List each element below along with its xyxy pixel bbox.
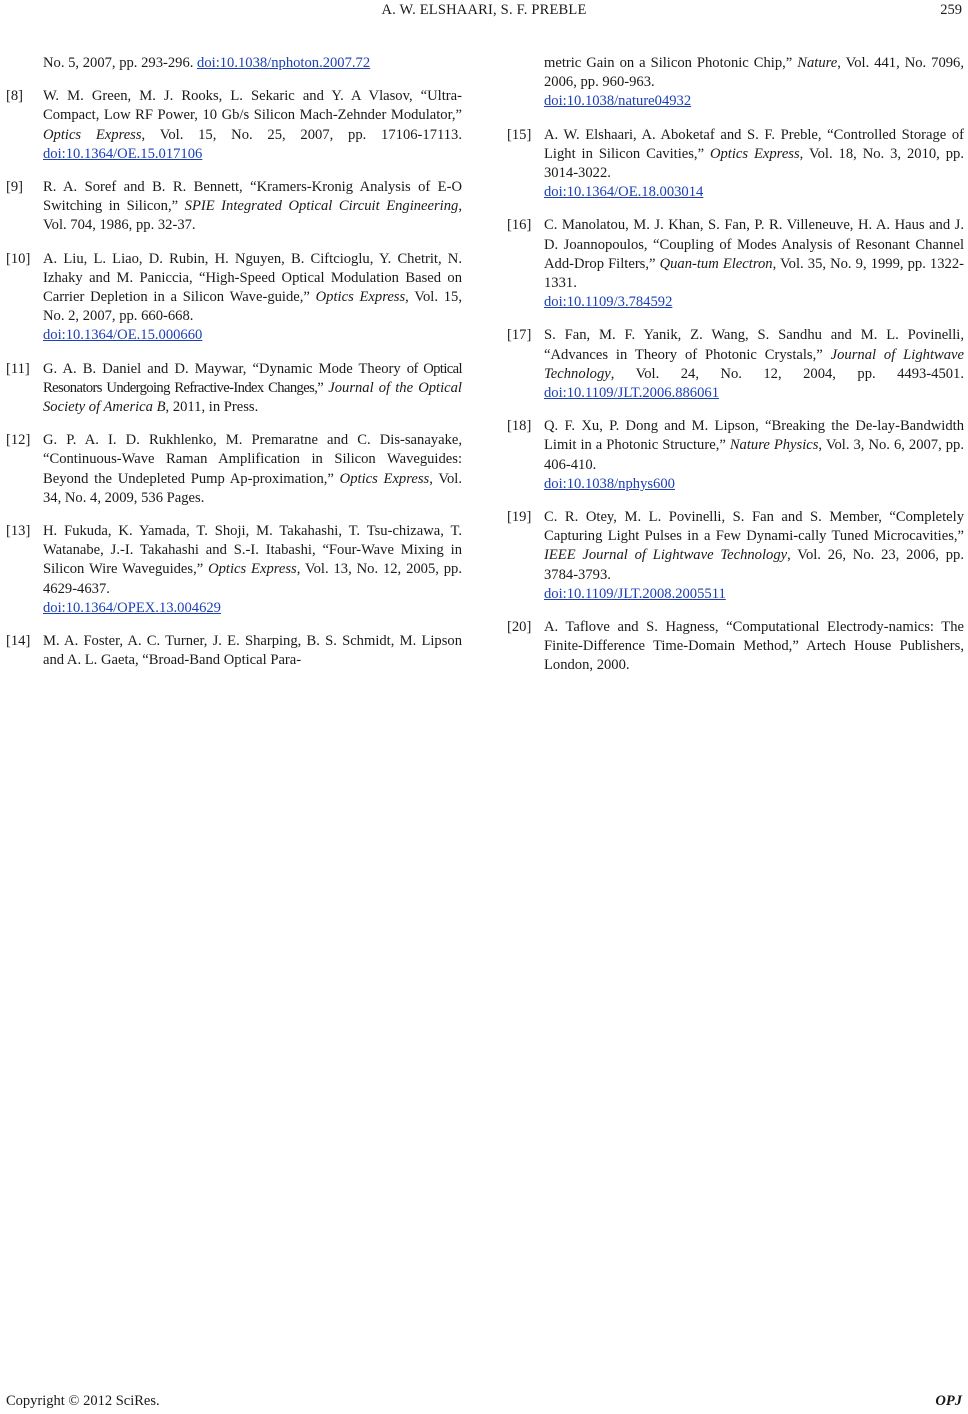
reference-number: [16] [507, 217, 532, 234]
reference-text: , Vol. 704, 1986, pp. 32-37. [43, 198, 462, 234]
reference-number: [18] [507, 418, 532, 435]
reference-text: of Optical Resonators Undergoing Refractive-Index Changes,” [43, 360, 462, 396]
reference-text: , Vol. 26, No. 23, 2006, pp. 3784-3793. [544, 547, 964, 583]
reference-text: , Vol. 18, No. 3, 2010, pp. 3014-3022. [544, 145, 964, 182]
reference-text: A. Liu, L. Liao, D. Rubin, H. Nguyen, B. Ciftcioglu, Y. Chetrit, N. Izhaky and M. Paniccia, “High-Speed Optical Modulation Based on Carrier Depletion in a Silicon Wave-guide,” [43, 250, 462, 306]
reference-entry [507, 618, 964, 676]
reference-continuation [507, 54, 964, 112]
reference-entry [507, 326, 964, 403]
reference-text: , Vol. 3, No. 6, 2007, pp. 406-410. [544, 437, 964, 473]
reference-text: , Vol. 15, No. 25, 2007, pp. 17106-17113. [141, 126, 462, 143]
reference-text: , Vol. 441, No. 7096, 2006, pp. 960-963. [544, 55, 964, 91]
reference-text: R. A. Soref and B. R. Bennett, “Kramers-Kronig Analysis of E-O Switching in Silicon,” [43, 179, 462, 215]
publication-title: Optics Express [208, 561, 297, 578]
reference-text: G. P. A. I. D. Rukhlenko, M. Premaratne and C. Dis-sanayake, “Continuous-Wave Raman Amplification in Silicon Waveguides: Beyond the Undepleted Pump Ap-proximation,” [43, 432, 462, 487]
reference-text: A. W. Elshaari, A. Aboketaf and S. F. Preble, “Controlled Storage of Light in Silicon Cavities,” [544, 126, 964, 162]
page-footer [0, 1393, 968, 1413]
reference-number: [10] [6, 250, 31, 267]
reference-text: M. A. Foster, A. C. Turner, J. E. Sharping, B. S. Schmidt, M. Lipson and A. L. Gaeta, “Broad-Band Optical Para- [43, 633, 462, 669]
copyright-notice: Copyright © 2012 SciRes. [6, 1393, 160, 1409]
publication-title: SPIE Integrated Optical Circuit Engineering [184, 198, 459, 215]
doi-link[interactable]: doi:10.1364/OPEX.13.004629 [43, 599, 221, 616]
publication-title: IEEE Journal of Lightwave Technology [544, 547, 788, 564]
reference-entry [507, 508, 964, 604]
reference-number: [9] [6, 179, 24, 196]
reference-entry [507, 417, 964, 494]
doi-link[interactable]: doi:10.1364/OE.15.000660 [43, 327, 203, 344]
reference-text: , Vol. 24, No. 12, 2004, pp. 4493-4501. [610, 365, 964, 382]
reference-text: , Vol. 35, No. 9, 1999, pp. 1322-1331. [544, 255, 964, 292]
reference-entry [6, 178, 462, 236]
reference-text: W. M. Green, M. J. Rooks, L. Sekaric and Y. A Vlasov, “Ultra-Compact, Low RF Power, 10 Gb/s Silicon Mach-Zehnder Modulator,” [43, 88, 462, 124]
reference-text: H. Fukuda, K. Yamada, T. Shoji, M. Takahashi, T. Tsu-chizawa, T. Watanabe, J.-I. Takahashi and S.-I. Itabashi, “Four-Wave Mixing in Silicon Wire Waveguides,” [43, 523, 462, 578]
reference-entry [6, 632, 462, 670]
reference-number: [14] [6, 633, 31, 650]
page-number: 259 [940, 2, 962, 18]
reference-entry [6, 522, 462, 618]
reference-text: C. R. Otey, M. L. Povinelli, S. Fan and S. Member, “Completely Capturing Light Pulses in a Few Dynami-cally Tuned Microcavities,” [544, 509, 964, 545]
reference-number: [15] [507, 126, 532, 143]
doi-link[interactable]: doi:10.1364/OE.18.003014 [544, 184, 704, 201]
doi-link[interactable]: doi:10.1038/nature04932 [544, 93, 692, 110]
reference-text: , Vol. 15, No. 2, 2007, pp. 660-668. [43, 289, 462, 325]
doi-link[interactable]: doi:10.1109/JLT.2008.2005511 [544, 585, 726, 602]
publication-title: Optics Express [709, 145, 800, 162]
reference-entry [507, 126, 964, 203]
publication-title: Nature [797, 55, 838, 71]
publication-title: Quan-tum Electron [659, 255, 773, 272]
reference-entry [6, 431, 462, 508]
reference-text: , Vol. 13, No. 12, 2005, pp. 4629-4637. [43, 561, 463, 597]
reference-number: [17] [507, 327, 532, 344]
reference-text: metric Gain on a Silicon Photonic Chip,” [544, 55, 798, 71]
reference-number: [11] [6, 360, 30, 377]
reference-entry [507, 216, 964, 312]
reference-number: [20] [507, 619, 532, 636]
reference-number: [13] [6, 523, 31, 540]
reference-text: C. Manolatou, M. J. Khan, S. Fan, P. R. Villeneuve, H. A. Haus and J. D. Joannopoulos, “Coupling of Modes Analysis of Resonant Channel Add-Drop Filters,” [544, 217, 964, 272]
doi-link[interactable]: doi:10.1364/OE.15.017106 [43, 145, 203, 162]
right-column-references [507, 54, 964, 690]
reference-entry [6, 250, 462, 346]
reference-number: [12] [6, 432, 31, 449]
reference-text: , 2011, in Press. [165, 399, 259, 416]
reference-entry [6, 87, 462, 164]
publication-title: Optics Express [43, 126, 142, 143]
reference-number: [8] [6, 88, 24, 105]
running-head-authors: A. W. ELSHAARI, S. F. PREBLE [381, 2, 587, 18]
reference-entry [6, 360, 462, 418]
reference-text: A. Taflove and S. Hagness, “Computational Electrody-namics: The Finite-Difference Time-Domain Method,” Artech House Publishers, London, 2000. [544, 619, 964, 674]
doi-link[interactable]: doi:10.1109/JLT.2006.886061 [544, 385, 719, 402]
reference-text: S. Fan, M. F. Yanik, Z. Wang, S. Sandhu and M. L. Povinelli, “Advances in Theory of Photonic Crystals,” [544, 327, 964, 363]
publication-title: Nature Physics [729, 437, 819, 454]
publication-title: Journal of Lightwave Technology [544, 346, 964, 382]
doi-link[interactable]: doi:10.1109/3.784592 [544, 294, 673, 311]
reference-number: [19] [507, 509, 532, 526]
doi-link[interactable]: doi:10.1038/nphys600 [544, 475, 675, 492]
reference-text: Q. F. Xu, P. Dong and M. Lipson, “Breaking the De-lay-Bandwidth Limit in a Photonic Structure,” [544, 418, 964, 454]
publication-title: Optics Express [339, 470, 430, 487]
journal-abbreviation: OPJ [935, 1393, 962, 1409]
reference-text: No. 5, 2007, pp. 293-296. [43, 55, 198, 71]
publication-title: Journal of the Optical Society of America B [43, 379, 462, 416]
doi-link[interactable]: doi:10.1038/nphoton.2007.72 [197, 55, 371, 71]
left-column-references [6, 54, 462, 684]
reference-continuation [6, 54, 462, 73]
reference-text: , Vol. 34, No. 4, 2009, 536 Pages. [43, 470, 462, 506]
publication-title: Optics Express [315, 289, 406, 306]
reference-text: G. A. B. Daniel and D. Maywar, “Dynamic Mode Theory [43, 360, 407, 377]
page-header [0, 0, 968, 22]
